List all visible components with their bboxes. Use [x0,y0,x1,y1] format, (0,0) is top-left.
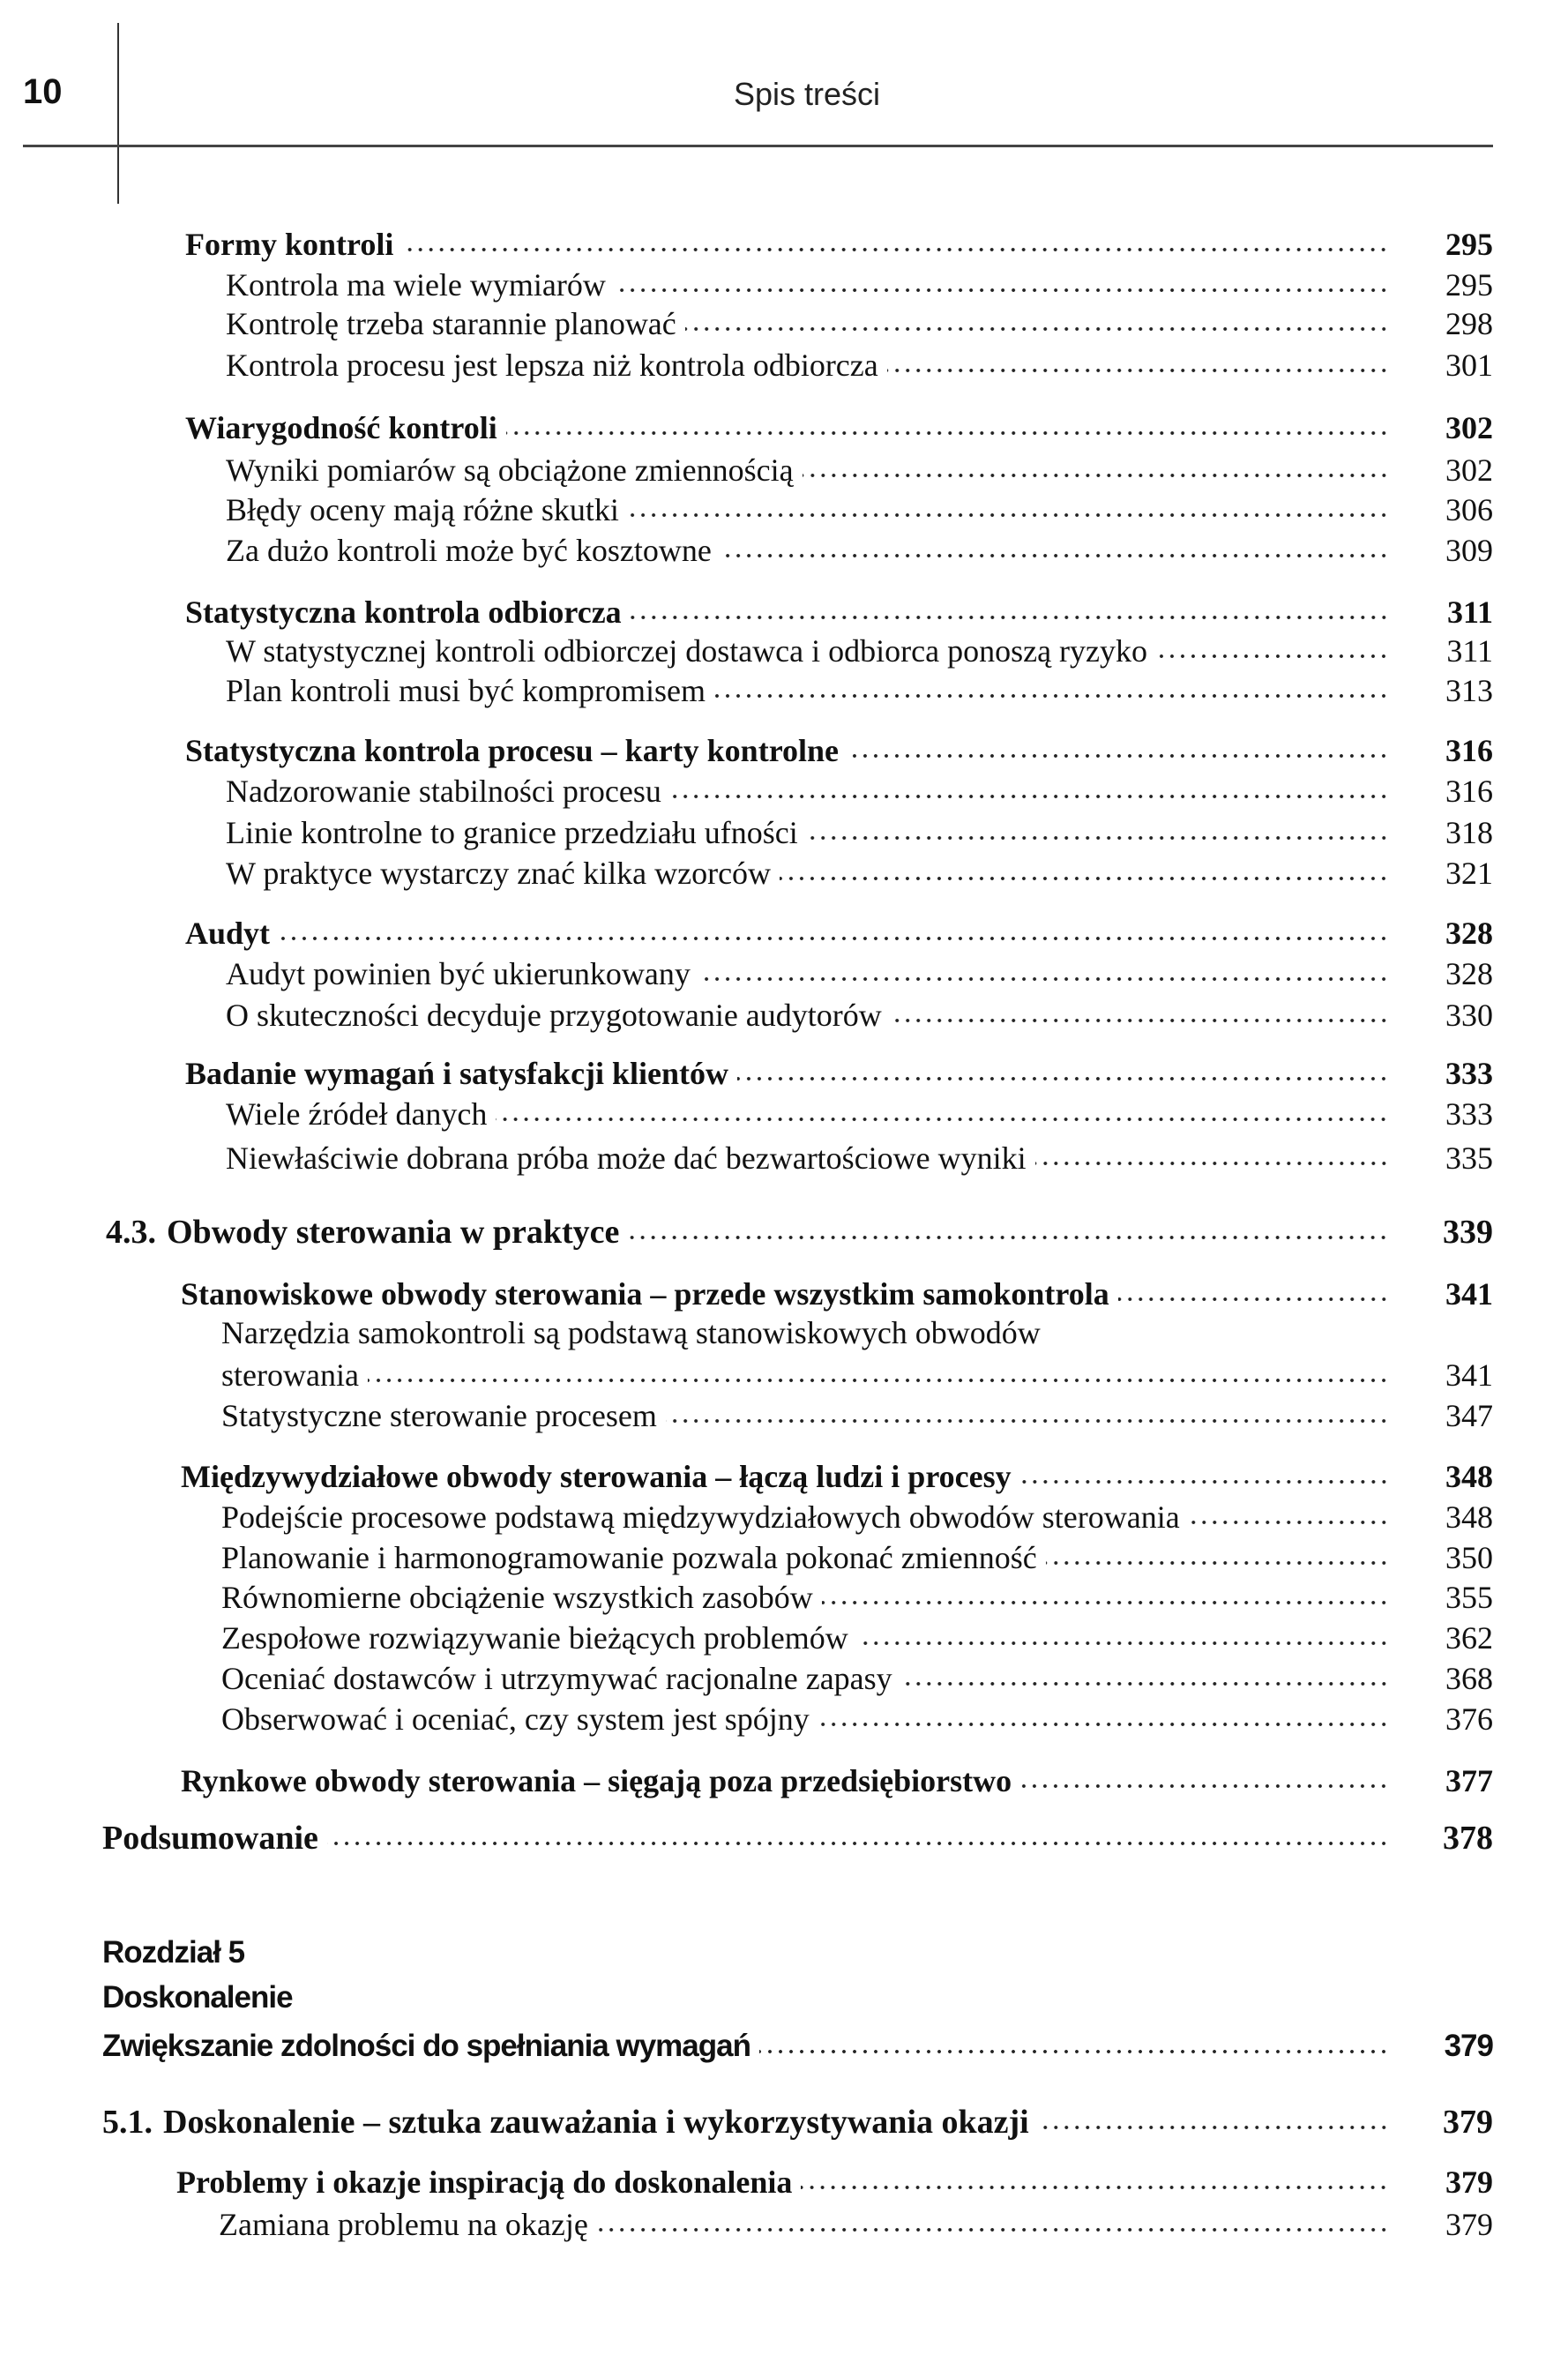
page-ref: 379 [1444,2029,1493,2063]
toc-entry[interactable] [226,1094,1493,1134]
page-ref: 306 [1445,492,1493,527]
dot-leader [1046,1559,1389,1567]
entry-title: O skuteczności decyduje przygotowanie audytorów [226,998,882,1033]
page-ref: 295 [1445,267,1493,303]
toc-entry[interactable] [226,345,1493,385]
entry-title: Narzędzia samokontroli są podstawą stanowiskowych obwodów [221,1315,1041,1350]
page-ref: 328 [1445,916,1493,951]
toc-summary[interactable] [102,1818,1493,1858]
entry-title: Rozdział 5 [102,1935,245,1970]
toc-entry[interactable] [226,670,1493,711]
dot-leader [496,1115,1389,1124]
entry-title: Zespołowe rozwiązywanie bieżących problemów [221,1620,848,1656]
toc-heading[interactable] [181,1761,1493,1801]
entry-title: Statystyczna kontrola odbiorcza [185,594,622,630]
toc-entry[interactable] [221,1699,1493,1739]
entry-title: sterowania [221,1357,359,1393]
dot-leader [901,1679,1389,1688]
entry-title: Obwody sterowania w praktyce [167,1214,620,1251]
entry-title: Międzywydziałowe obwody sterowania – łączą ludzi i procesy [181,1459,1012,1494]
toc-entry[interactable] [226,490,1493,530]
page-ref: 333 [1445,1096,1493,1132]
toc-entry[interactable] [221,1537,1493,1578]
toc-entry[interactable] [221,1577,1493,1618]
dot-leader [818,1720,1389,1729]
toc-entry[interactable] [221,1395,1493,1436]
dot-leader [721,551,1389,560]
entry-title: Badanie wymagań i satysfakcji klientów [185,1056,729,1091]
page-ref: 316 [1445,774,1493,809]
dot-leader [1035,1159,1389,1168]
entry-title: Problemy i okazje inspiracją do doskonalenia [176,2164,793,2200]
dot-leader [887,366,1389,375]
dot-leader [631,613,1389,622]
entry-title: Wiarygodność kontroli [185,410,497,445]
page-ref: 379 [1443,2104,1493,2141]
entry-title: Audyt [185,916,271,951]
dot-leader [628,511,1389,520]
page-ref: 301 [1445,348,1493,383]
chapter-name[interactable] [102,1977,1493,2018]
page-ref: 347 [1445,1398,1493,1433]
page-ref: 341 [1445,1276,1493,1312]
page-ref: 328 [1445,956,1493,991]
dot-leader [279,934,1389,943]
entry-title: Linie kontrolne to granice przedziału ufności [226,815,798,850]
entry-title: Oceniać dostawców i utrzymywać racjonalne zapasy [221,1661,892,1696]
page-ref: 313 [1445,673,1493,708]
toc-entry[interactable] [226,303,1493,344]
dot-leader [666,1417,1389,1425]
toc-entry[interactable] [221,1312,1493,1353]
page-ref: 350 [1445,1540,1493,1575]
page-ref: 348 [1445,1499,1493,1535]
page-ref: 316 [1445,733,1493,768]
page-ref: 377 [1445,1763,1493,1798]
toc-entry[interactable] [226,631,1493,671]
entry-title: Kontrola ma wiele wymiarów [226,267,606,303]
page-ref: 378 [1443,1820,1493,1857]
entry-title: Niewłaściwie dobrana próba może dać bezwartościowe wyniki [226,1140,1027,1176]
page-ref: 335 [1445,1140,1493,1176]
dot-leader [615,286,1389,295]
toc-entry[interactable] [221,1658,1493,1699]
chapter-label[interactable] [102,1933,1493,1973]
entry-title: Zamiana problemu na okazję [219,2207,588,2242]
entry-title: Plan kontroli musi być kompromisem [226,673,706,708]
section-number: 5.1. [102,2104,153,2141]
page-ref: 298 [1445,306,1493,341]
entry-title: Równomierne obciążenie wszystkich zasobów [221,1580,813,1615]
toc-entry[interactable] [226,1138,1493,1178]
dot-leader [801,2183,1389,2192]
page-ref: 362 [1445,1620,1493,1656]
dot-leader [597,2225,1389,2234]
dot-leader [1020,1477,1389,1486]
page-ref: 348 [1445,1459,1493,1494]
section-number: 4.3. [106,1214,156,1251]
dot-leader [780,874,1389,883]
page-ref: 379 [1445,2164,1493,2200]
entry-title: Błędy oceny mają różne skutki [226,492,619,527]
dot-leader [670,792,1389,801]
dot-leader [699,975,1389,983]
entry-title: Stanowiskowe obwody sterowania – przede wszystkim samokontrola [181,1276,1109,1312]
running-title: Spis treści [733,76,881,112]
entry-title: Formy kontroli [185,227,394,262]
toc-section[interactable] [106,1212,1493,1252]
dot-leader [822,1598,1389,1607]
toc-entry[interactable] [226,530,1493,571]
page-ref: 321 [1445,856,1493,891]
entry-title: Wyniki pomiarów są obciążone zmiennością [226,452,794,488]
dot-leader [803,471,1389,480]
entry-title: Nadzorowanie stabilności procesu [226,774,661,809]
entry-title: Obserwować i oceniać, czy system jest spójny [221,1701,810,1737]
dot-leader [1118,1295,1389,1304]
toc-entry[interactable] [226,450,1493,490]
dot-leader [891,1016,1389,1025]
page-ref: 333 [1445,1056,1493,1091]
page-ref: 318 [1445,815,1493,850]
dot-leader [1038,2123,1389,2132]
toc-heading[interactable] [185,592,1493,632]
dot-leader [1020,1782,1389,1791]
page-ref: 311 [1446,594,1493,630]
page-ref: 309 [1445,533,1493,568]
entry-title: W praktyce wystarczy znać kilka wzorców [226,856,772,891]
page-ref: 368 [1445,1661,1493,1696]
toc-entry[interactable] [226,953,1493,994]
dot-leader [737,1074,1389,1083]
entry-title: Za dużo kontroli może być kosztowne [226,533,712,568]
toc-entry[interactable] [221,1497,1493,1537]
page-ref: 311 [1446,633,1493,669]
entry-title: Statystyczne sterowanie procesem [221,1398,657,1433]
dot-leader [1189,1518,1389,1527]
toc-entry[interactable] [226,995,1493,1035]
toc-entry[interactable] [226,812,1493,853]
dot-leader [685,325,1389,333]
margin-rule [117,23,119,204]
toc-heading[interactable] [176,2162,1493,2202]
dot-leader [1049,1334,1389,1342]
toc-heading[interactable] [185,224,1493,265]
toc-heading[interactable] [181,1274,1493,1314]
header-rule [23,145,1493,147]
dot-leader [1156,652,1389,661]
entry-title: Audyt powinien być ukierunkowany [226,956,691,991]
dot-leader [759,2047,1389,2056]
toc-heading[interactable] [185,407,1493,448]
page-ref: 379 [1445,2207,1493,2242]
page-ref: 302 [1445,452,1493,488]
entry-title: Doskonalenie [102,1980,293,2015]
entry-title: W statystycznej kontroli odbiorczej dostawca i odbiorca ponoszą ryzyko [226,633,1148,669]
entry-title: Rynkowe obwody sterowania – sięgają poza przedsiębiorstwo [181,1763,1012,1798]
page-ref: 355 [1445,1580,1493,1615]
dot-leader [807,834,1389,842]
page-number: 10 [23,72,63,111]
entry-title: Zwiększanie zdolności do spełniania wymagań [102,2029,750,2063]
entry-title: Kontrolę trzeba starannie planować [226,306,676,341]
dot-leader [628,1233,1389,1242]
page-ref: 376 [1445,1701,1493,1737]
toc-heading[interactable] [185,730,1493,771]
entry-title: Kontrola procesu jest lepsza niż kontrola odbiorcza [226,348,878,383]
dot-leader [506,429,1389,437]
dot-leader [253,1954,1389,1963]
toc-heading[interactable] [185,1053,1493,1094]
page-ref: 302 [1445,410,1493,445]
chapter-subtitle[interactable] [102,2026,1493,2067]
toc-section[interactable] [102,2102,1493,2142]
toc-entry[interactable] [219,2204,1493,2245]
dot-leader [302,1999,1389,2007]
page-ref: 339 [1443,1214,1493,1251]
toc-entry[interactable] [226,265,1493,305]
page-ref: 295 [1445,227,1493,262]
toc-entry[interactable] [226,771,1493,811]
entry-title: Wiele źródeł danych [226,1096,488,1132]
entry-title: Planowanie i harmonogramowanie pozwala pokonać zmienność [221,1540,1037,1575]
entry-title: Doskonalenie – sztuka zauważania i wykorzystywania okazji [163,2104,1029,2141]
page-ref: 330 [1445,998,1493,1033]
entry-title: Podejście procesowe podstawą międzywydziałowych obwodów sterowania [221,1499,1180,1535]
entry-title: Statystyczna kontrola procesu – karty kontrolne [185,733,840,768]
dot-leader [402,245,1389,254]
dot-leader [714,692,1389,700]
entry-title: Podsumowanie [102,1820,318,1857]
toc-entry[interactable] [226,853,1493,893]
page-ref: 341 [1445,1357,1493,1393]
toc-heading[interactable] [181,1456,1493,1497]
dot-leader [368,1376,1389,1385]
dot-leader [327,1839,1389,1848]
toc-entry[interactable] [221,1355,1493,1395]
dot-leader [847,751,1389,760]
toc-entry[interactable] [221,1618,1493,1658]
dot-leader [857,1639,1389,1648]
toc-heading[interactable] [185,913,1493,953]
